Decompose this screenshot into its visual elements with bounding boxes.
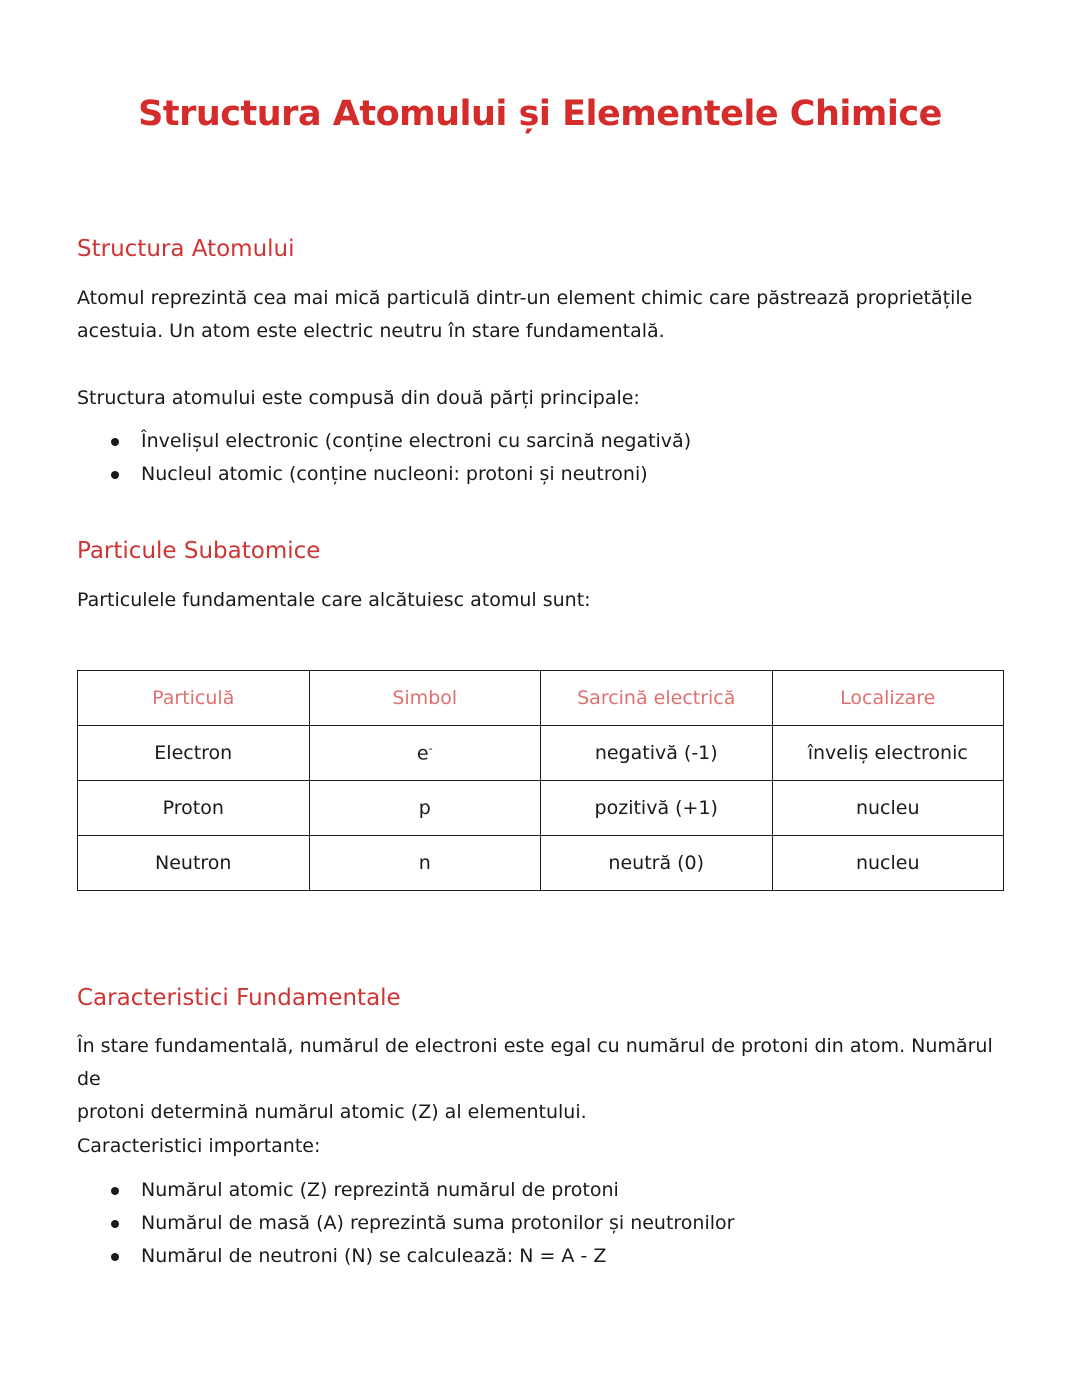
structura-bullet-list	[77, 425, 691, 491]
list-item	[77, 425, 691, 458]
bullet-dot-icon	[111, 438, 119, 446]
table-cell: negativă (-1)	[541, 726, 773, 781]
list-item-text: Învelișul electronic (conține electroni cu sarcină negativă)	[141, 430, 692, 452]
table-cell	[309, 726, 541, 781]
table-cell: neutră (0)	[541, 836, 773, 891]
section-heading-particule: Particule Subatomice	[77, 538, 321, 564]
list-item-text: Numărul de masă (A) reprezintă suma protonilor și neutronilor	[141, 1212, 735, 1234]
table-header-cell: Simbol	[309, 671, 541, 726]
page-title: Structura Atomului și Elementele Chimice	[138, 94, 942, 134]
bullet-dot-icon	[111, 1187, 119, 1195]
table-cell: Proton	[78, 781, 310, 836]
table-header-cell: Particulă	[78, 671, 310, 726]
section-heading-caracteristici: Caracteristici Fundamentale	[77, 985, 401, 1011]
table-cell: pozitivă (+1)	[541, 781, 773, 836]
bullet-dot-icon	[111, 471, 119, 479]
bullet-dot-icon	[111, 1253, 119, 1261]
structura-paragraph-line-1: Atomul reprezintă cea mai mică particulă dintr-un element chimic care păstrează proprietățile	[77, 287, 973, 309]
table-cell: Neutron	[78, 836, 310, 891]
caracteristici-intro: Caracteristici importante:	[77, 1135, 321, 1157]
section-heading-structura: Structura Atomului	[77, 236, 295, 262]
symbol-text: e	[416, 742, 429, 765]
table-cell: p	[309, 781, 541, 836]
table-cell: nucleu	[772, 781, 1004, 836]
symbol-superscript: -	[428, 741, 433, 755]
particles-table	[77, 670, 1004, 891]
list-item	[77, 458, 691, 491]
list-item	[77, 1174, 734, 1207]
particule-intro: Particulele fundamentale care alcătuiesc atomul sunt:	[77, 589, 591, 611]
table-row	[78, 781, 1004, 836]
structura-paragraph	[77, 282, 997, 348]
structura-paragraph-line-2: acestuia. Un atom este electric neutru în stare fundamentală.	[77, 320, 665, 342]
table-cell: n	[309, 836, 541, 891]
table-cell: nucleu	[772, 836, 1004, 891]
caracteristici-paragraph-line-1: În stare fundamentală, numărul de electroni este egal cu numărul de protoni din atom. Numărul de	[77, 1035, 993, 1090]
list-item-text: Numărul atomic (Z) reprezintă numărul de protoni	[141, 1179, 619, 1201]
list-item-text: Numărul de neutroni (N) se calculează: N = A - Z	[141, 1245, 607, 1267]
table-cell: înveliș electronic	[772, 726, 1004, 781]
table-cell: Electron	[78, 726, 310, 781]
list-item	[77, 1240, 734, 1273]
table-header-cell: Localizare	[772, 671, 1004, 726]
table-row	[78, 836, 1004, 891]
table-row	[78, 726, 1004, 781]
table-header-row	[78, 671, 1004, 726]
caracteristici-bullet-list	[77, 1174, 734, 1273]
table-header-cell: Sarcină electrică	[541, 671, 773, 726]
bullet-dot-icon	[111, 1220, 119, 1228]
list-item	[77, 1207, 734, 1240]
caracteristici-paragraph	[77, 1030, 997, 1129]
caracteristici-paragraph-line-2: protoni determină numărul atomic (Z) al elementului.	[77, 1101, 587, 1123]
structura-intro: Structura atomului este compusă din două părți principale:	[77, 387, 640, 409]
list-item-text: Nucleul atomic (conține nucleoni: protoni și neutroni)	[141, 463, 648, 485]
